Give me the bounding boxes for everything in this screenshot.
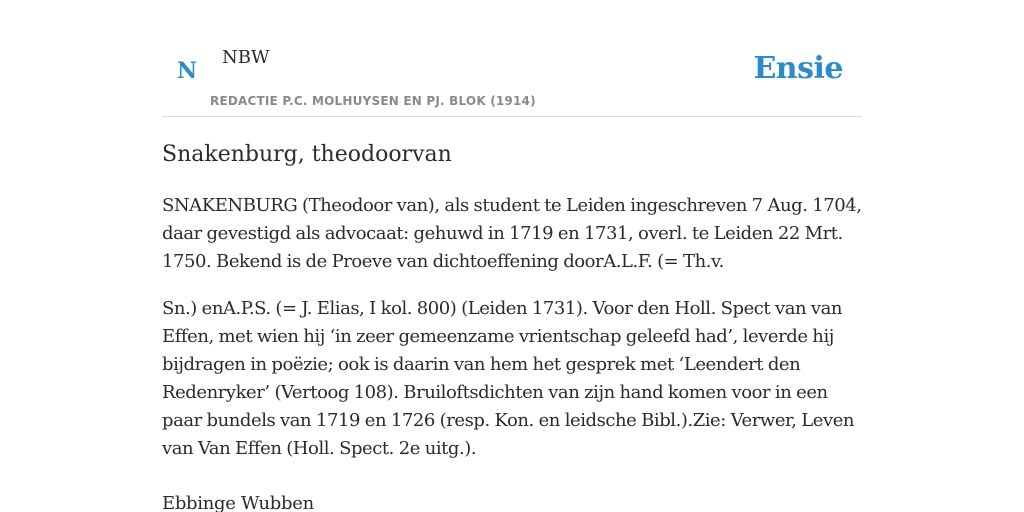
source-subtitle: REDACTIE P.C. MOLHUYSEN EN PJ. BLOK (1914) [210,94,536,108]
brand-logo[interactable]: Ensie [753,51,843,86]
article-paragraph: SNAKENBURG (Theodoor van), als student te Leiden ingeschreven 7 Aug. 1704, daar gevestigd als advocaat: gehuwd in 1719 en 1731, overl. te Leiden 22 Mrt. 1750. Bekend is de Proeve van dichtoeffening doorA.L.F. (= Th.v. [162,195,862,272]
article-author: Ebbinge Wubben [162,493,314,512]
source-logo[interactable]: N [177,58,198,84]
article-card [162,0,862,512]
article-header [162,0,862,117]
article-paragraph: Sn.) enA.P.S. (= J. Elias, I kol. 800) (Leiden 1731). Voor den Holl. Spect van van Effen, met wien hij ‘in zeer gemeenzame vrientschap geleefd had’, leverde hij bijdragen in poëzie; ook is daarin van hem het gesprek met ‘Leendert den Redenryker’ (Vertoog 108). Bruiloftsdichten van zijn hand komen voor in een paar bundels van 1719 en 1726 (resp. Kon. en leidsche Bibl.).Zie: Verwer, Leven van Van Effen (Holl. Spect. 2e uitg.). [162,298,855,459]
source-name[interactable]: NBW [222,47,270,68]
page-title: Snakenburg, theodoorvan [162,142,452,167]
